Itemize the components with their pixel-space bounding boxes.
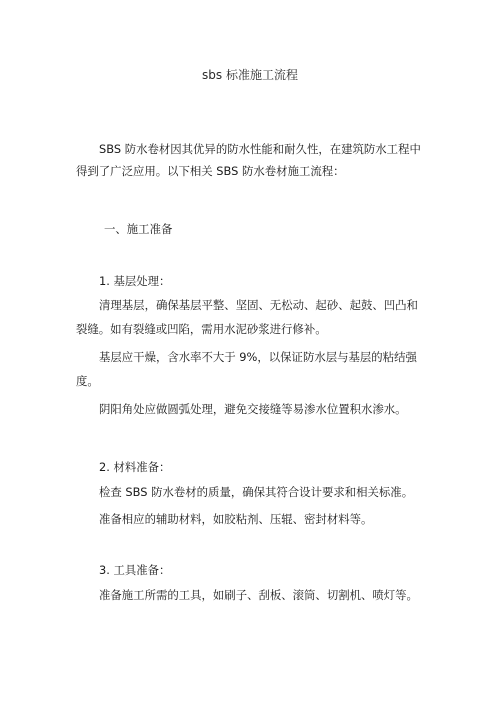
- base-treatment-p1-line2: 裂缝。如有裂缝或凹陷，需用水泥砂浆进行修补。: [76, 322, 327, 336]
- intro-line-1: SBS 防水卷材因其优异的防水性能和耐久性，在建筑防水工程中: [99, 142, 421, 156]
- base-treatment-p2-line1: 基层应干燥，含水率不大于 9%，以保证防水层与基层的粘结强: [99, 350, 417, 364]
- subheading-tool-prep: 3. 工具准备：: [99, 563, 171, 577]
- material-prep-p1: 检查 SBS 防水卷材的质量，确保其符合设计要求和相关标准。: [99, 485, 414, 499]
- section-heading-preparation: 一、施工准备: [104, 222, 173, 236]
- subheading-material-prep: 2. 材料准备：: [99, 460, 171, 474]
- base-treatment-p2-line2: 度。: [76, 374, 99, 388]
- base-treatment-p3: 阴阳角处应做圆弧处理，避免交接缝等易渗水位置积水渗水。: [99, 402, 407, 416]
- document-title: sbs 标准施工流程: [202, 68, 298, 82]
- subheading-base-treatment: 1. 基层处理：: [99, 274, 171, 288]
- intro-line-2: 得到了广泛应用。以下相关 SBS 防水卷材施工流程：: [76, 164, 345, 178]
- base-treatment-p1-line1: 清理基层，确保基层平整、坚固、无松动、起砂、起鼓、凹凸和: [99, 298, 418, 312]
- tool-prep-p1: 准备施工所需的工具，如刷子、刮板、滚筒、切割机、喷灯等。: [99, 588, 418, 602]
- material-prep-p2: 准备相应的辅助材料，如胶粘剂、压辊、密封材料等。: [99, 512, 373, 526]
